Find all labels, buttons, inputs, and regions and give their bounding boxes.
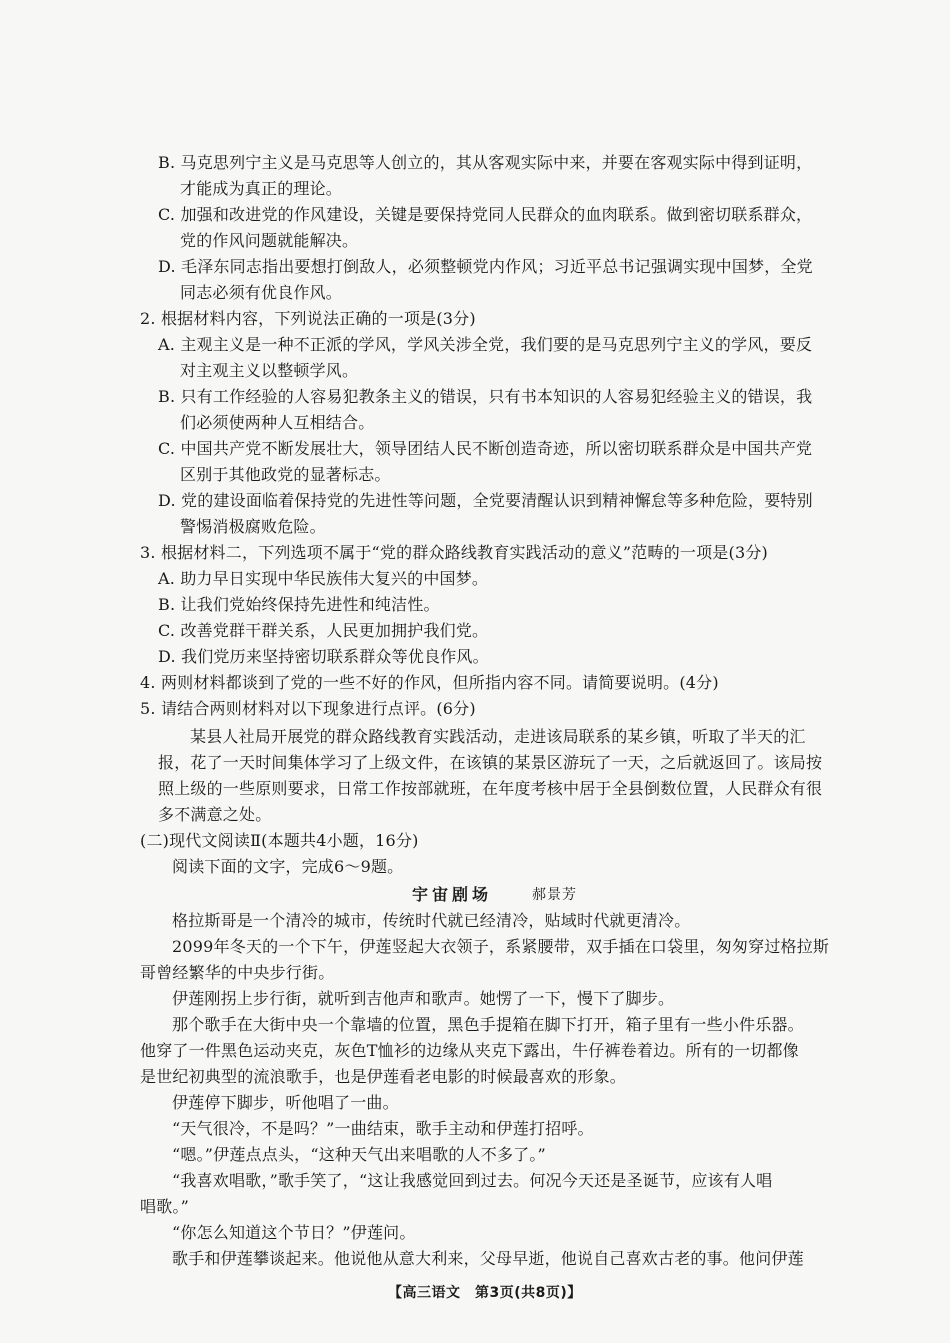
story-line: 哥曾经繁华的中央步行街。 — [140, 963, 335, 982]
q1-option-b-line2: 才能成为真正的理论。 — [180, 179, 343, 198]
story-line: 是世纪初典型的流浪歌手，也是伊莲看老电影的时候最喜欢的形象。 — [140, 1067, 627, 1086]
story-line: 那个歌手在大街中央一个靠墙的位置，黑色手提箱在脚下打开，箱子里有一些小件乐器。 — [172, 1015, 804, 1034]
q4-stem: 4. 两则材料都谈到了党的一些不好的作风，但所指内容不同。请简要说明。(4分) — [140, 673, 719, 692]
story-line: “嗯。”伊莲点点头，“这种天气出来唱歌的人不多了。” — [172, 1145, 546, 1164]
q5-stem: 5. 请结合两则材料对以下现象进行点评。(6分) — [140, 699, 476, 718]
q1-option-d-line2: 同志必须有优良作风。 — [180, 283, 343, 302]
story-line: 2099年冬天的一个下午，伊莲竖起大衣领子，系紧腰带，双手插在口袋里，匆匆穿过格拉斯 — [172, 937, 830, 956]
section2-heading: (二)现代文阅读Ⅱ(本题共4小题，16分) — [140, 831, 419, 850]
q3-option-c: C. 改善党群干群关系，人民更加拥护我们党。 — [158, 621, 489, 640]
q5-passage-line4: 多不满意之处。 — [158, 805, 272, 824]
q3-option-d: D. 我们党历来坚持密切联系群众等优良作风。 — [158, 647, 489, 666]
q2-option-c-line2: 区别于其他政党的显著标志。 — [180, 465, 391, 484]
q2-option-a-line1: A. 主观主义是一种不正派的学风，学风关涉全党，我们要的是马克思列宁主义的学风，要反 — [158, 335, 813, 354]
q5-passage-line1: 某县人社局开展党的群众路线教育实践活动，走进该局联系的某乡镇，听取了半天的汇 — [190, 727, 806, 746]
q2-option-b-line1: B. 只有工作经验的人容易犯教条主义的错误，只有书本知识的人容易犯经验主义的错误，我 — [158, 387, 813, 406]
q3-option-b: B. 让我们党始终保持先进性和纯洁性。 — [158, 595, 440, 614]
story-title: 宇宙剧场 — [412, 885, 493, 904]
q3-stem: 3. 根据材料二，下列选项不属于“党的群众路线教育实践活动的意义”范畴的一项是(3分) — [140, 543, 768, 562]
story-line: 他穿了一件黑色运动夹克，灰色T恤衫的边缘从夹克下露出，牛仔裤卷着边。所有的一切都像 — [140, 1041, 799, 1060]
story-line: 格拉斯哥是一个清冷的城市，传统时代就已经清冷，贴域时代就更清冷。 — [172, 911, 691, 930]
q5-passage-line3: 照上级的一些原则要求，日常工作按部就班，在年度考核中居于全县倒数位置，人民群众有很 — [158, 779, 823, 798]
story-line: “我喜欢唱歌，”歌手笑了，“这让我感觉回到过去。何况今天还是圣诞节，应该有人唱 — [172, 1171, 773, 1190]
story-line: “你怎么知道这个节日？”伊莲问。 — [172, 1223, 416, 1242]
q2-stem: 2. 根据材料内容，下列说法正确的一项是(3分) — [140, 309, 476, 328]
q3-option-a: A. 助力早日实现中华民族伟大复兴的中国梦。 — [158, 569, 489, 588]
q2-option-b-line2: 们必须使两种人互相结合。 — [180, 413, 375, 432]
story-line: 唱歌。” — [140, 1197, 189, 1216]
story-line: 伊莲刚拐上步行街，就听到吉他声和歌声。她愣了一下，慢下了脚步。 — [172, 989, 675, 1008]
q2-option-c-line1: C. 中国共产党不断发展壮大，领导团结人民不断创造奇迹，所以密切联系群众是中国共产党 — [158, 439, 813, 458]
story-line: 歌手和伊莲攀谈起来。他说他从意大利来，父母早逝，他说自己喜欢古老的事。他问伊莲 — [172, 1249, 804, 1268]
q2-option-d-line2: 警惕消极腐败危险。 — [180, 517, 326, 536]
q5-passage-line2: 报，花了一天时间集体学习了上级文件，在该镇的某景区游玩了一天，之后就返回了。该局按 — [158, 753, 823, 772]
section2-instruction: 阅读下面的文字，完成6～9题。 — [172, 857, 404, 876]
q1-option-d-line1: D. 毛泽东同志指出要想打倒敌人，必须整顿党内作风；习近平总书记强调实现中国梦，全党 — [158, 257, 813, 276]
q1-option-b-line1: B. 马克思列宁主义是马克思等人创立的，其从客观实际中来，并要在客观实际中得到证明， — [158, 153, 813, 172]
q1-option-c-line1: C. 加强和改进党的作风建设，关键是要保持党同人民群众的血肉联系。做到密切联系群众， — [158, 205, 813, 224]
page-footer: 【高三语文 第3页(共8页)】 — [388, 1285, 582, 1301]
story-author: 郝景芳 — [532, 887, 577, 903]
q1-option-c-line2: 党的作风问题就能解决。 — [180, 231, 359, 250]
story-line: “天气很冷，不是吗？”一曲结束，歌手主动和伊莲打招呼。 — [172, 1119, 594, 1138]
q2-option-d-line1: D. 党的建设面临着保持党的先进性等问题，全党要清醒认识到精神懈怠等多种危险，要特别 — [158, 491, 813, 510]
story-line: 伊莲停下脚步，听他唱了一曲。 — [172, 1093, 399, 1112]
q2-option-a-line2: 对主观主义以整顿学风。 — [180, 361, 359, 380]
